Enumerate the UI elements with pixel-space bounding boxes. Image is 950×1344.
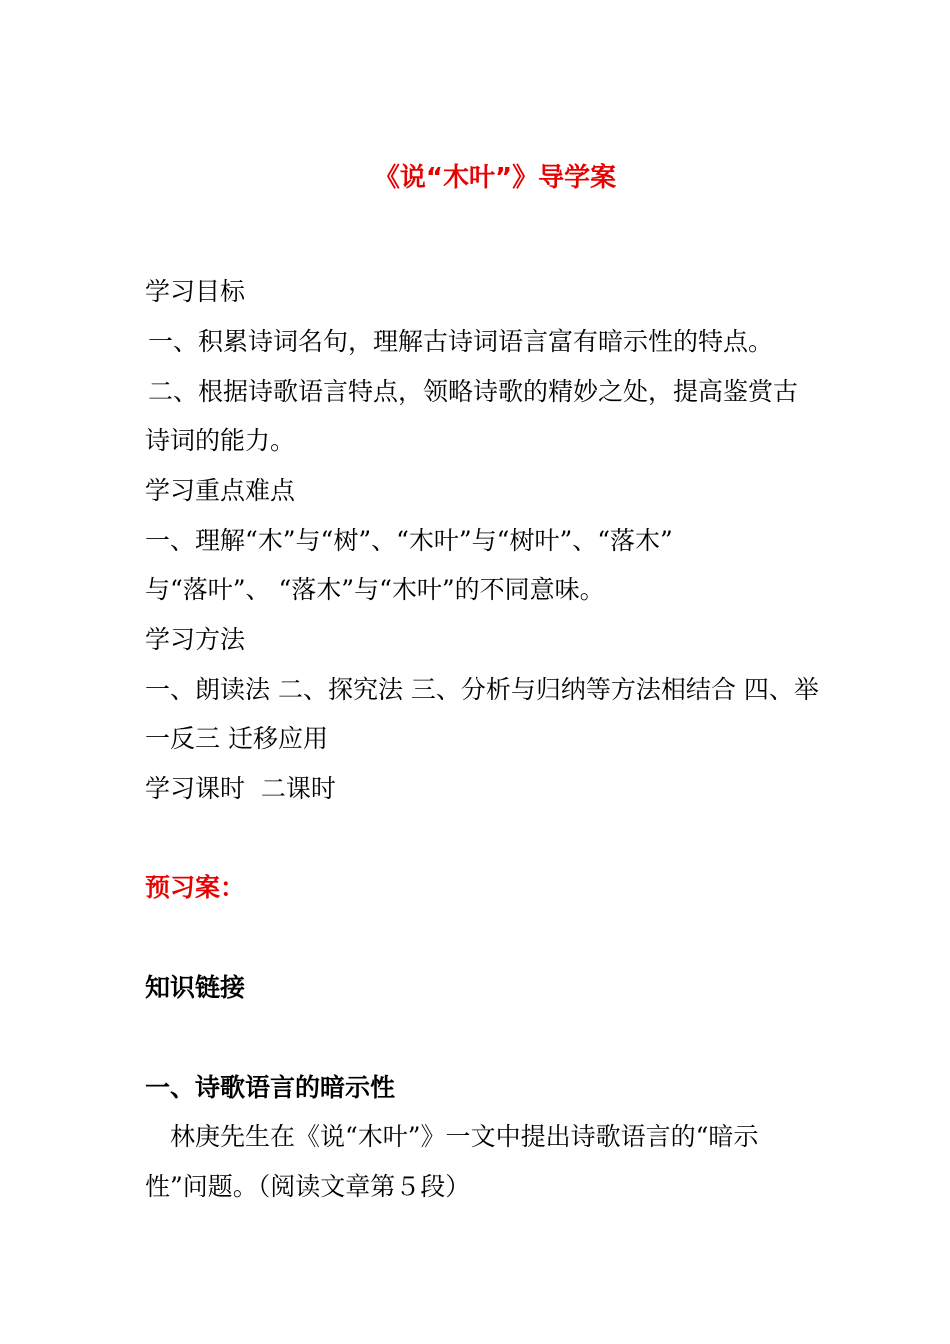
- objective-item-1: 一、积累诗词名句，理解古诗词语言富有暗示性的特点。: [148, 327, 774, 356]
- objective-item-2-line-2: 诗词的能力。: [145, 426, 296, 455]
- key-points-line-1: 一、理解“木”与“树”、“木叶”与“树叶”、“落木”: [145, 526, 673, 555]
- section-1-paragraph-line-1: 林庚先生在《说“木叶”》一文中提出诗歌语言的“暗示: [170, 1122, 759, 1151]
- methods-line-2: 一反三 迁移应用: [145, 724, 328, 753]
- methods-heading: 学习方法: [145, 625, 246, 654]
- knowledge-link-heading: 知识链接: [145, 973, 246, 1002]
- key-points-line-2: 与“落叶”、 “落木”与“木叶”的不同意味。: [145, 575, 605, 604]
- section-1-paragraph-line-2: 性”问题。（阅读文章第５段）: [145, 1172, 471, 1201]
- key-points-heading: 学习重点难点: [145, 476, 296, 505]
- section-1-heading: 一、诗歌语言的暗示性: [145, 1073, 396, 1102]
- objective-item-2-line-1: 二、根据诗歌语言特点，领略诗歌的精妙之处，提高鉴赏古: [148, 377, 799, 406]
- class-periods: 学习课时 二课时: [145, 774, 336, 803]
- objectives-heading: 学习目标: [145, 277, 246, 306]
- preview-heading: 预习案：: [145, 873, 246, 902]
- document-title: 《说“木叶”》导学案: [373, 163, 617, 193]
- methods-line-1: 一、朗读法 二、探究法 三、分析与归纳等方法相结合 四、举: [145, 675, 819, 704]
